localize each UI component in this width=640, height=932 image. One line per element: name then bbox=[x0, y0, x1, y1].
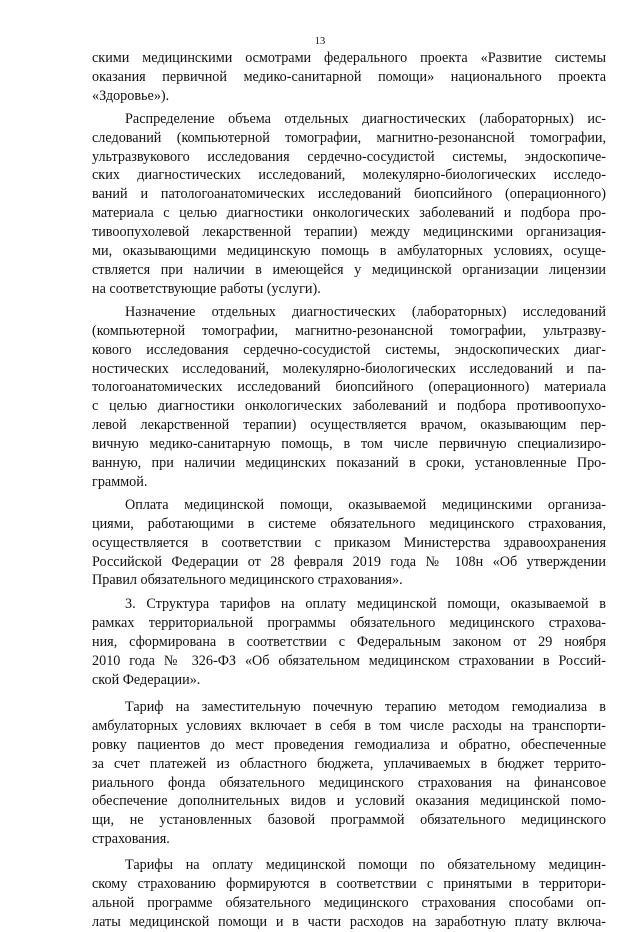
document-body bbox=[92, 49, 606, 932]
text-line: рамках территориальной программы обязательного медицинского страхова- bbox=[92, 615, 606, 632]
text-line: циями, работающими в системе обязательного медицинского страхования, bbox=[92, 515, 606, 532]
text-line: граммой. bbox=[92, 473, 148, 490]
text-line: материала с целью диагностики онкологических заболеваний и подбора про- bbox=[92, 205, 606, 222]
page-number: 13 bbox=[314, 36, 326, 47]
text-line: Назначение отдельных диагностических (лабораторных) исследований bbox=[125, 303, 606, 320]
text-line: латы медицинской помощи и в части расходов на заработную плату включа- bbox=[92, 913, 606, 930]
text-line: Тарифы на оплату медицинской помощи по обязательному медицин- bbox=[125, 857, 606, 874]
paragraph bbox=[92, 496, 606, 591]
text-line: Оплата медицинской помощи, оказываемой медицинскими организа- bbox=[125, 496, 606, 513]
text-line: ствляется при наличии в имеющейся у медицинской организации лицензии bbox=[92, 261, 606, 278]
text-line: ми, оказывающими медицинскую помощь в амбулаторных условиях, осуще- bbox=[92, 243, 606, 260]
paragraph bbox=[92, 303, 606, 492]
text-line: страхования. bbox=[92, 831, 170, 848]
text-line: амбулаторных условиях включает в себя в том числе расходы на транспорти- bbox=[92, 717, 606, 734]
text-line: риального фонда обязательного медицинского страхования на финансовое bbox=[92, 774, 606, 791]
text-line: вичную медико-санитарную помощь, в том числе первичную специализиро- bbox=[92, 436, 606, 453]
text-line: (компьютерной томографии, магнитно-резонансной томографии, ультразву- bbox=[92, 322, 606, 339]
paragraph bbox=[92, 110, 606, 299]
text-line: левой лекарственной терапии) осуществляется врачом, оказывающим пер- bbox=[92, 417, 606, 434]
text-line: ультразвукового исследования сердечно-сосудистой системы, эндоскопиче- bbox=[92, 148, 606, 165]
text-line: скими медицинскими осмотрами федерального проекта «Развитие системы bbox=[92, 50, 606, 66]
text-line: кового исследования сердечно-сосудистой системы, эндоскопических диаг- bbox=[92, 341, 606, 358]
text-line: за счет платежей из областного бюджета, уплачиваемых в бюджет террито- bbox=[92, 755, 606, 772]
text-line: тологоанатомических исследований биопсийного (операционного) материала bbox=[92, 379, 606, 396]
text-line: ностических исследований, молекулярно-биологических исследований и па- bbox=[92, 360, 606, 377]
text-line: с целью диагностики онкологических заболеваний и подбора противоопухо- bbox=[92, 398, 606, 415]
text-line: ванную, при наличии медицинских показаний в сроки, установленные Про- bbox=[92, 455, 606, 472]
text-line: Российской Федерации от 28 февраля 2019 года № 108н «Об утверждении bbox=[92, 553, 606, 570]
text-line: следований (компьютерной томографии, магнитно-резонансной томографии, bbox=[92, 129, 606, 146]
text-line: ваний и патологоанатомических исследований биопсийного (операционного) bbox=[92, 186, 606, 203]
text-line: альной программе обязательного медицинского страхования способами оп- bbox=[92, 894, 606, 911]
paragraph bbox=[92, 49, 606, 106]
text-line: на соответствующие работы (услуги). bbox=[92, 280, 321, 297]
text-line: 2010 года № 326-ФЗ «Об обязательном медицинском страховании в Россий- bbox=[92, 653, 606, 670]
text-line: 3. Структура тарифов на оплату медицинской помощи, оказываемой в bbox=[125, 596, 606, 613]
paragraph bbox=[92, 698, 606, 849]
text-line: ровку пациентов до мест проведения гемодиализа и обратно, обеспеченные bbox=[92, 736, 606, 753]
text-line: ских диагностических исследований, молекулярно-биологических исследо- bbox=[92, 167, 606, 184]
text-line: Распределение объема отдельных диагностических (лабораторных) ис- bbox=[125, 110, 606, 127]
text-line: ния, сформирована в соответствии с Федеральным законом от 29 ноября bbox=[92, 634, 606, 651]
text-line: обеспечение дополнительных видов и условий оказания медицинской помо- bbox=[92, 793, 606, 810]
text-line: «Здоровье»). bbox=[92, 87, 170, 104]
paragraph bbox=[92, 856, 606, 932]
text-line: Правил обязательного медицинского страхования». bbox=[92, 572, 403, 589]
text-line: ской Федерации». bbox=[92, 672, 201, 688]
text-line: осуществляется в соответствии с приказом Министерства здравоохранения bbox=[92, 534, 606, 551]
text-line: скому страхованию формируются в соответствии с принятыми в территори- bbox=[92, 876, 606, 893]
paragraph bbox=[92, 595, 606, 690]
text-line: оказания первичной медико-санитарной помощи» национального проекта bbox=[92, 68, 606, 85]
text-line: щи, не установленных базовой программой обязательного медицинского bbox=[92, 812, 606, 829]
text-line: Тариф на заместительную почечную терапию методом гемодиализа в bbox=[125, 698, 606, 715]
text-line: тивоопухолевой лекарственной терапии) между медицинскими организация- bbox=[92, 224, 606, 241]
